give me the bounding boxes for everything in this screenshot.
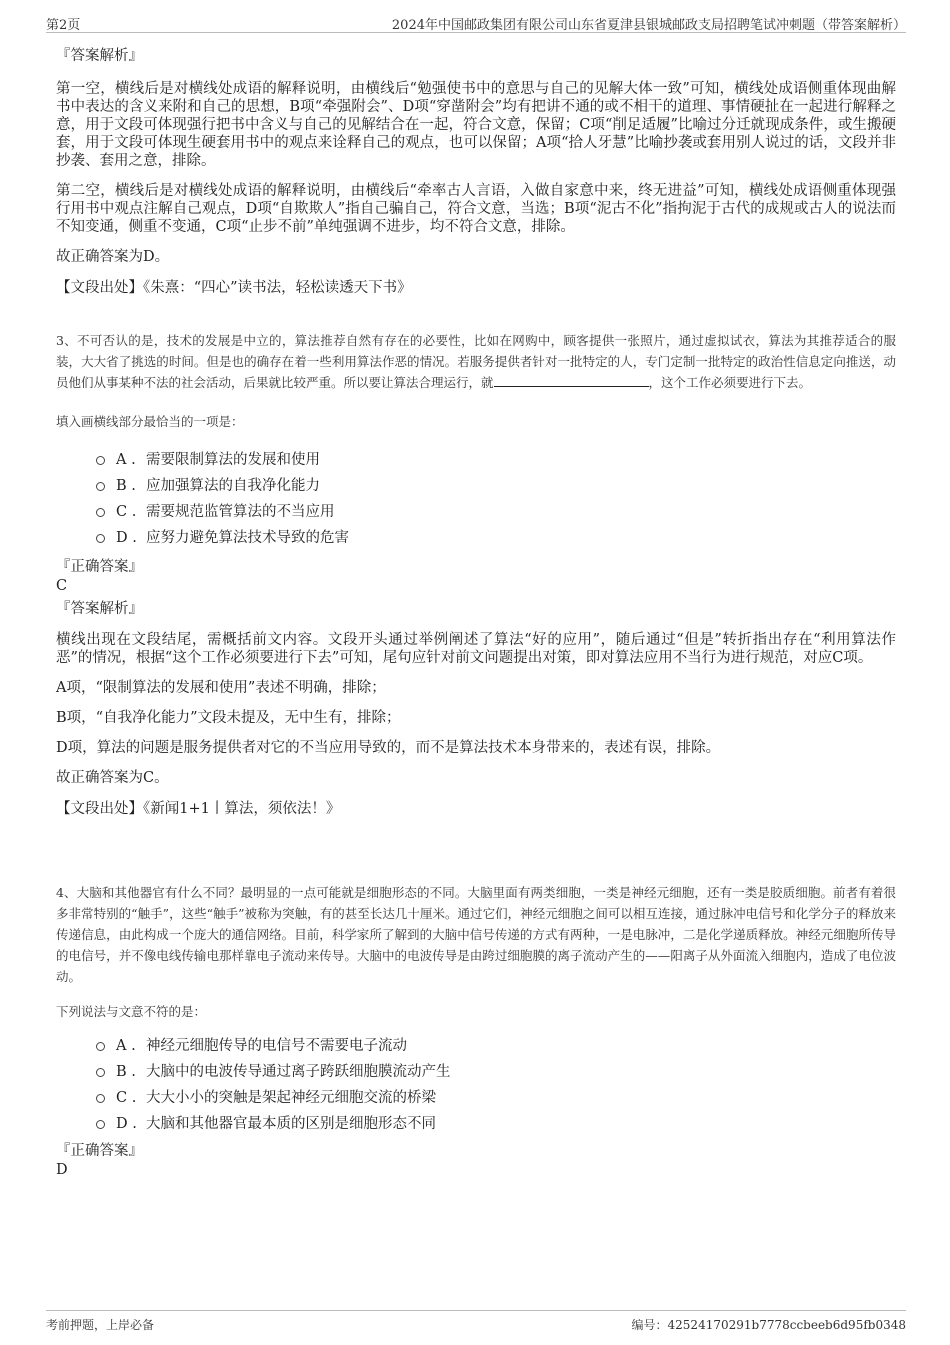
question-4	[56, 882, 896, 1179]
option-list	[56, 447, 896, 551]
document-title: 2024年中国邮政集团有限公司山东省夏津县银城邮政支局招聘笔试冲刺题（带答案解析）	[391, 18, 906, 33]
option-d[interactable]: D . 大脑和其他器官最本质的区别是细胞形态不同	[96, 1111, 896, 1137]
option-text: 神经元细胞传导的电信号不需要电子流动	[146, 1038, 407, 1054]
radio-icon[interactable]	[96, 534, 105, 543]
page-number: 第2页	[46, 18, 81, 33]
analysis-label: 『答案解析』	[56, 601, 143, 617]
analysis-paragraph: 第一空，横线后是对横线处成语的解释说明，由横线后“勉强使书中的意思与自己的见解大体一致”可知，横线处成语侧重体现曲解书中表达的含义来附和自己的思想，B项“牵强附会”、D项“穿凿附会”均有把讲不通的或不相干的道理、事情硬扯在一起进行解释之意，用于文段可体现强行把书中含义与自己的见解结合在一起，符合文意，保留；C项“削足适履”比喻过分迁就现成条件，或生搬硬套，用于文段可体现生硬套用书中的观点来诠释自己的观点，也可以保留；A项“拾人牙慧”比喻抄袭或套用别人说过的话，文段并非抄袭、套用之意，排除。	[56, 81, 896, 169]
radio-icon[interactable]	[96, 456, 105, 465]
option-c[interactable]: C . 需要规范监管算法的不当应用	[96, 499, 896, 525]
option-b[interactable]: B . 应加强算法的自我净化能力	[96, 473, 896, 499]
analysis-paragraph: A项，“限制算法的发展和使用”表述不明确，排除；	[56, 680, 386, 696]
option-c[interactable]: C . 大大小小的突触是架起神经元细胞交流的桥梁	[96, 1085, 896, 1111]
option-text: 大脑中的电波传导通过离子跨跃细胞膜流动产生	[146, 1064, 451, 1080]
option-a[interactable]: A . 神经元细胞传导的电信号不需要电子流动	[96, 1033, 896, 1059]
fill-blank-line	[494, 374, 649, 387]
source-citation: 【文段出处】《新闻1+1丨算法，须依法！》	[56, 801, 341, 817]
option-list	[56, 1033, 896, 1137]
question-prompt: 填入画横线部分最恰当的一项是：	[56, 414, 244, 429]
option-text: 大脑和其他器官最本质的区别是细胞形态不同	[146, 1116, 436, 1132]
radio-icon[interactable]	[96, 1094, 105, 1103]
correct-answer: D	[56, 1162, 68, 1178]
analysis-paragraph: B项，“自我净化能力”文段未提及，无中生有，排除；	[56, 710, 401, 726]
option-text: 需要规范监管算法的不当应用	[146, 504, 335, 520]
answer-label: 『正确答案』	[56, 1143, 143, 1159]
option-d[interactable]: D . 应努力避免算法技术导致的危害	[96, 525, 896, 551]
question-3	[56, 330, 896, 818]
option-a[interactable]: A . 需要限制算法的发展和使用	[96, 447, 896, 473]
page-footer	[46, 1310, 906, 1333]
option-b[interactable]: B . 大脑中的电波传导通过离子跨跃细胞膜流动产生	[96, 1059, 896, 1085]
analysis-paragraph: D项，算法的问题是服务提供者对它的不当应用导致的，而不是算法技术本身带来的，表述有误，排除。	[56, 740, 721, 756]
correct-answer: C	[56, 578, 68, 594]
radio-icon[interactable]	[96, 1042, 105, 1051]
analysis-paragraph: 横线出现在文段结尾，需概括前文内容。文段开头通过举例阐述了算法“好的应用”，随后通过“但是”转折指出存在“利用算法作恶”的情况，根据“这个工作必须要进行下去”可知，尾句应针对前文问题提出对策，即对算法应用不当行为进行规范，对应C项。	[56, 632, 896, 666]
question-stem: 4、大脑和其他器官有什么不同？最明显的一点可能就是细胞形态的不同。大脑里面有两类细胞，一类是神经元细胞，还有一类是胶质细胞。前者有着很多非常特别的“触手”，这些“触手”被称为突触，有的甚至长达几十厘米。通过它们，神经元细胞之间可以相互连接，通过脉冲电信号和化学分子的释放来传递信息，由此构成一个庞大的通信网络。目前，科学家所了解到的大脑中信号传递的方式有两种，一是电脉冲，二是化学递质释放。神经元细胞所传导的电信号，并不像电线传输电那样靠电子流动来传导。大脑中的电波传导是由跨过细胞膜的离子流动产生的——阳离子从外面流入细胞内，造成了电位波动。	[56, 885, 896, 984]
source-citation: 【文段出处】《朱熹：“四心”读书法，轻松读透天下书》	[56, 280, 412, 296]
question-stem-text-end: ，这个工作必须要进行下去。	[648, 375, 812, 390]
question-stem-text: 3、不可否认的是，技术的发展是中立的，算法推荐自然有存在的必要性，比如在网购中，顾客提供一张照片，通过虚拟试衣，算法为其推荐适合的服装，大大省了挑选的时间。但是也的确存在着一些利用算法作恶的情况。若服务提供者针对一批特定的人，专门定制一批特定的政治性信息定向推送，动员他们从事某种不法的社会活动，后果就比较严重。所以要让算法合理运行，就	[56, 333, 896, 390]
radio-icon[interactable]	[96, 508, 105, 517]
option-text: 应加强算法的自我净化能力	[146, 478, 320, 494]
option-text: 需要限制算法的发展和使用	[146, 452, 320, 468]
analysis-label: 『答案解析』	[56, 48, 143, 64]
radio-icon[interactable]	[96, 482, 105, 491]
analysis-paragraph: 第二空，横线后是对横线处成语的解释说明，由横线后“牵率古人言语，入做自家意中来，终无进益”可知，横线处成语侧重体现强行用书中观点注解自己观点，D项“自欺欺人”指自己骗自己，符合文意，当选；B项“泥古不化”指拘泥于古代的成规或古人的说法而不知变通，侧重不变通，C项“止步不前”单纯强调不进步，均不符合文意，排除。	[56, 183, 896, 235]
footer-slogan: 考前押题，上岸必备	[46, 1318, 155, 1332]
question-prompt: 下列说法与文意不符的是：	[56, 1004, 207, 1019]
page-header	[46, 12, 906, 33]
radio-icon[interactable]	[96, 1120, 105, 1129]
question-stem	[56, 330, 896, 393]
answer-label: 『正确答案』	[56, 559, 143, 575]
option-text: 大大小小的突触是架起神经元细胞交流的桥梁	[146, 1090, 436, 1106]
option-text: 应努力避免算法技术导致的危害	[146, 530, 349, 546]
analysis-paragraph: 故正确答案为C。	[56, 770, 169, 786]
q2-analysis	[56, 46, 896, 297]
radio-icon[interactable]	[96, 1068, 105, 1077]
document-code: 编号：42524170291b7778ccbeeb6d95fb0348	[631, 1318, 906, 1332]
analysis-paragraph: 故正确答案为D。	[56, 249, 170, 265]
